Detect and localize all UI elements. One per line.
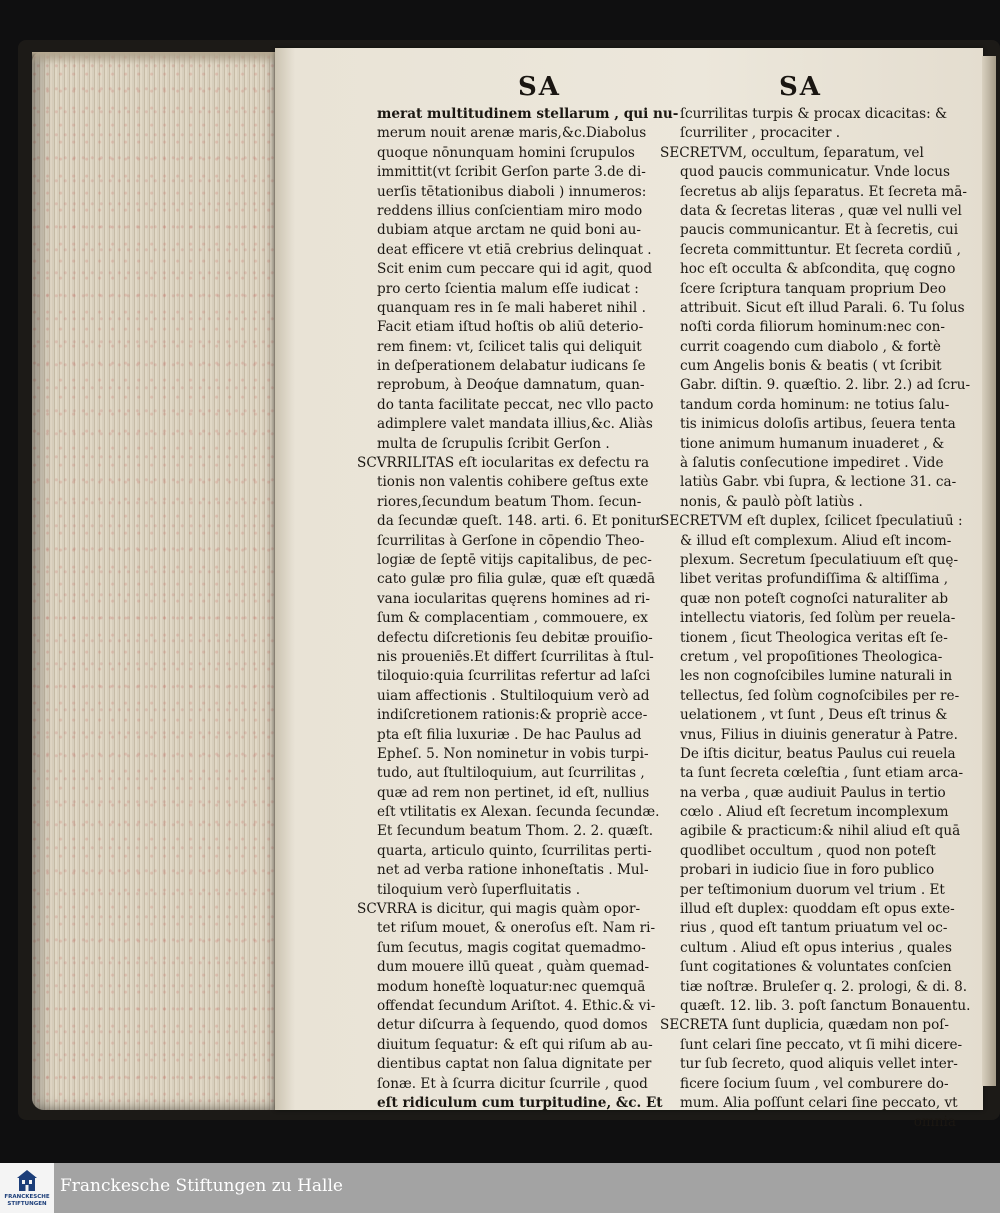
text-line: quodlibet occultum , quod non poteſt [680,842,936,859]
text-column-right [660,105,971,1133]
text-line: quarta, articulo quinto, ſcurrilitas perti- [377,842,652,859]
text-line: tellectus, ſed ſolùm cognoſcibiles per re- [680,687,960,704]
text-line: ſcurriliter , procaciter . [680,125,841,142]
text-line: detur diſcurra à ſequendo, quod domos [377,1017,648,1034]
facing-page-edge [982,56,996,1086]
text-line: agibile & practicum:& nihil aliud eſt quā [680,823,961,840]
text-line: tur ſub ſecreto, quod aliquis vellet inter- [680,1056,958,1073]
text-line: ſcere ſcriptura tanquam proprium Deo [680,280,947,297]
text-line: tiloquium verò ſuperfluitatis . [377,881,581,898]
text-line: da ſecundæ queſt. 148. arti. 6. Et ponitur [377,513,663,530]
text-line: ſonæ. Et à ſcurra dicitur ſcurrile , quod [377,1075,648,1092]
text-line: tis inimicus doloſis artibus, ſeuera tenta [680,416,956,433]
institution-name: Franckesche Stiftungen zu Halle [60,1176,343,1196]
text-line: per teſtimonium duorum vel trium . Et [680,881,945,898]
institution-logo[interactable] [0,1163,54,1213]
running-head-right: SA [779,72,822,102]
text-line: dubiam atque arctam ne quid boni au- [377,222,641,239]
text-line: Facit etiam iſtud hoſtis ob aliū deterio- [377,319,644,336]
text-line: ſunt cogitationes & voluntates conſcien [680,959,952,976]
text-line: cato gulæ pro filia gulæ, quæ eſt quædā [377,571,656,588]
text-line: modum honeſtè loquatur:nec quemquā [377,978,646,995]
text-line: ſunt celari ſine peccato, vt ſi mihi dicere- [680,1036,963,1053]
text-line: plexum. Secretum ſpeculatiuum eſt quę- [680,551,959,568]
text-line: tionem , ſicut Theologica veritas eſt ſe- [680,629,948,646]
text-line: quanquam res in ſe mali haberet nihil . [377,299,646,316]
text-line: ta ſunt ſecreta cœleſtia , ſunt etiam arca- [680,765,964,782]
text-line: currit coagendo cum diabolo , & fortè [680,338,941,355]
text-line: logiæ de ſeptē vitijs capitalibus, de pec- [377,551,652,568]
text-line: reprobum, à Deoq́ue damnatum, quan- [377,377,645,394]
text-line: adimplere valet mandata illius,&c. Aliàs [377,416,653,433]
text-line: merum nouit arenæ maris,&c.Diabolus [377,125,647,142]
text-line: merat multitudinem stellarum , qui nu- [377,106,679,122]
text-line: tudo, aut ſtultiloquium, aut ſcurrilitas , [377,765,645,782]
text-line: vnus, Filius in diuinis generatur à Patre. [680,726,958,743]
text-line: eſt vtilitatis ex Alexan. ſecunda ſecundæ. [377,804,660,821]
text-line: indiſcretionem rationis:& propriè acce- [377,707,648,724]
text-line: quæ non poteſt cognoſci naturaliter ab [680,590,949,607]
text-line: quod paucis communicatur. Vnde locus [680,164,951,181]
text-line: intellectu viatoris, ſed ſolùm per reuela- [680,610,956,627]
text-line: defectu diſcretionis ſeu debitæ prouiſio- [377,629,653,646]
text-line: dientibus captat non ſalua dignitate per [377,1056,652,1073]
text-line: SECRETA ſunt duplicia, quædam non poſ- [660,1017,949,1034]
text-line: illud eſt duplex: quoddam eſt opus exte- [680,901,955,918]
text-line: Et ſecundum beatum Thom. 2. 2. quæſt. [377,823,654,840]
text-line: SECRETVM, occultum, ſeparatum, vel [660,144,924,161]
text-line: tiæ noſtræ. Bruleſer q. 2. prologi, & di. 8. [680,978,968,995]
text-line: in deſperationem delabatur iudicans ſe [377,358,646,375]
text-line: libet veritas profundiſſima & altiſſima , [680,571,949,588]
text-line: ficere ſocium ſuum , vel comburere do- [680,1075,949,1092]
text-line: do tanta facilitate peccat, nec vllo pacto [377,396,654,413]
text-line: uiam affectionis . Stultiloquium verò ad [377,687,650,704]
text-column-left [357,105,679,1113]
text-line: tionis non valentis cohibere geſtus exte [377,474,649,491]
text-line: eſt ridiculum cum turpitudine, &c. Et [377,1094,663,1111]
building-icon [16,1169,38,1193]
text-line: nis proueniēs.Et differt ſcurrilitas à ſtul- [377,648,654,665]
text-line: riores,ſecundum beatum Thom. ſecun- [377,493,642,510]
text-line: Epheſ. 5. Non nominetur in vobis turpi- [377,745,649,762]
text-line: De iſtis dicitur, beatus Paulus cui reuela [680,745,956,762]
text-line: SECRETVM eſt duplex, ſcilicet ſpeculatiuū : [660,513,963,530]
text-line: ſum ſecutus, magis cogitat quemadmo- [377,939,646,956]
text-line: les non cognoſcibiles lumine naturali in [680,668,953,685]
text-line: quæſt. 12. lib. 3. poſt ſanctum Bonauentu. [680,997,971,1014]
logo-text-line2: STIFTUNGEN [7,1201,47,1207]
text-line: dum mouere illū queat , quàm quemad- [377,959,650,976]
text-line: cultum . Aliud eſt opus interius , quales [680,939,952,956]
text-line: tione animum humanum inuaderet , & [680,435,945,452]
running-head-left: SA [518,72,561,102]
text-line: SCVRRA is dicitur, qui magis quàm opor- [357,901,641,918]
text-line: pro certo ſcientia malum eſſe iudicat : [377,280,639,297]
text-line: rem finem: vt, ſcilicet talis qui deliquit [377,338,642,355]
text-line: tet riſum mouet, & oneroſus eſt. Nam ri- [377,920,656,937]
text-line: quoque nōnunquam homini ſcrupulos [377,144,635,161]
text-line: uelationem , vt ſunt , Deus eſt trinus & [680,707,948,724]
text-line: & illud eſt complexum. Aliud eſt incom- [680,532,952,549]
text-line: rius , quod eſt tantum priuatum vel oc- [680,920,948,937]
text-line: vana iocularitas quęrens homines ad ri- [377,590,650,607]
text-line: offendat ſecundum Ariſtot. 4. Ethic.& vi- [377,997,656,1014]
text-line: latiùs Gabr. vbi ſupra, & lectione 31. ca- [680,474,957,491]
text-line: attribuit. Sicut eſt illud Parali. 6. Tu ſolus [680,299,965,316]
text-line: uerſis tētationibus diaboli ) innumeros: [377,183,647,200]
text-line: hoc eſt occulta & abſcondita, quę cogno [680,261,956,278]
text-line: net ad verba ratione inhoneſtatis . Mul- [377,862,649,879]
text-line: à ſalutis conſecutione impediret . Vide [680,455,944,472]
text-line: paucis communicantur. Et à ſecretis, cui [680,222,959,239]
text-line: pta eſt filia luxuriæ . De hac Paulus ad [377,726,642,743]
text-line: ſecretus ab alijs ſeparatus. Et ſecreta mā- [680,183,967,200]
text-line: mum. Alia poſſunt celari ſine peccato, vt [680,1094,958,1111]
text-line: ſecreta committuntur. Et ſecreta cordiū , [680,241,961,258]
text-line: ſcurrilitas à Gerſone in cōpendio Theo- [377,532,645,549]
text-line: diuitum ſequatur: & eſt qui riſum ab au- [377,1036,653,1053]
footer-bar [0,1163,1000,1213]
text-line: quæ ad rem non pertinet, id eſt, nullius [377,784,650,801]
text-line: ſcurrilitas turpis & procax dicacitas: & [680,106,948,122]
text-line: multa de ſcrupulis ſcribit Gerſon . [377,435,610,452]
text-line: omnia [913,1114,956,1131]
text-line: tiloquio:quia ſcurrilitas refertur ad laſci [377,668,651,685]
text-line: immittit(vt ſcribit Gerſon parte 3.de di- [377,164,646,181]
text-line: cretum , vel propoſitiones Theologica- [680,648,943,665]
text-line: SCVRRILITAS eſt iocularitas ex defectu ra [357,455,650,472]
text-line: probari in iudicio ſiue in foro publico [680,862,935,879]
text-line: deat efficere vt etiā crebrius delinquat . [377,241,652,258]
text-line: nonis, & paulò pòſt latiùs . [680,493,863,510]
text-line: noſti corda filiorum hominum:nec con- [680,319,945,336]
text-line: reddens illius conſcientiam miro modo [377,202,643,219]
text-line: cœlo . Aliud eſt ſecretum incomplexum [680,804,949,821]
text-line: Scit enim cum peccare qui id agit, quod [377,261,653,278]
logo-text-line1: FRANCKESCHE [4,1194,50,1200]
text-line: data & ſecretas literas , quæ vel nulli vel [680,202,962,219]
text-line: na verba , quæ audiuit Paulus in tertio [680,784,946,801]
text-line: ſum & complacentiam , commouere, ex [377,610,648,627]
page-edges [32,52,278,1110]
text-line: tandum corda hominum: ne totius ſalu- [680,396,950,413]
text-line: Gabr. diſtin. 9. quæſtio. 2. libr. 2.) ad ſcru- [680,377,971,394]
text-line: cum Angelis bonis & beatis ( vt ſcribit [680,358,942,375]
